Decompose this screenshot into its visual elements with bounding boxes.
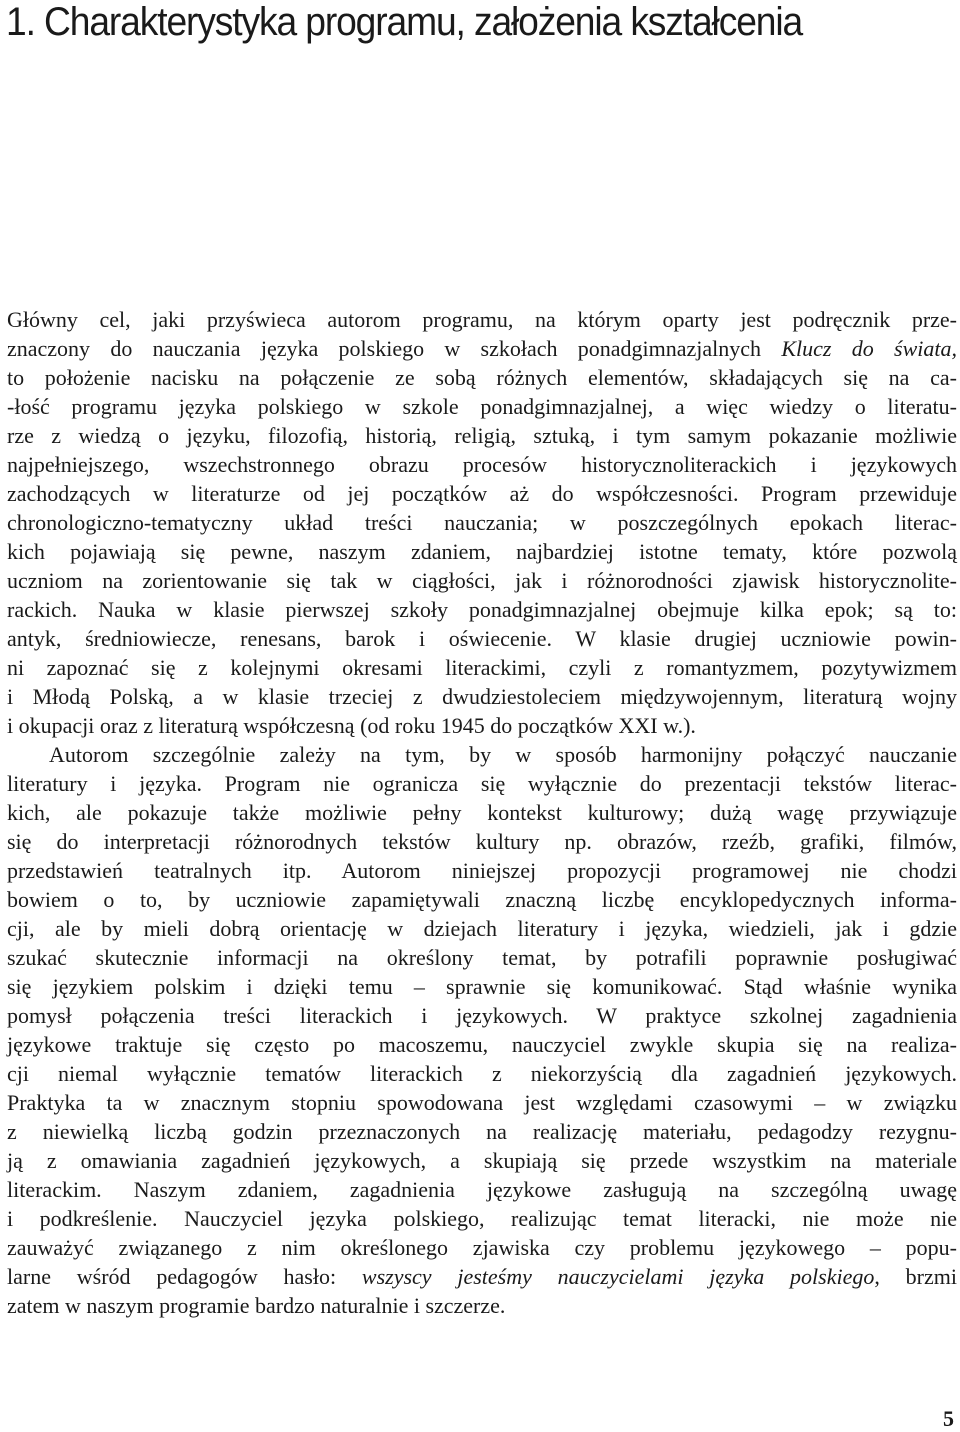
text-line	[7, 305, 957, 334]
text-line	[7, 885, 957, 914]
text-segment: zatem w naszym programie bardzo naturalnie i szczerze.	[7, 1293, 506, 1318]
text-line	[7, 827, 957, 856]
text-line	[7, 1262, 957, 1291]
text-segment: ni zapoznać się z kolejnymi okresami literackimi, czyli z romantyzmem, pozytywizmem	[7, 655, 957, 680]
text-line	[7, 392, 957, 421]
italic-text: Klucz do świata,	[781, 336, 957, 361]
text-segment: kich pojawiają się pewne, naszym zdaniem, najbardziej istotne tematy, które pozwolą	[7, 539, 957, 564]
text-segment: pomysł połączenia treści literackich i językowych. W praktyce szkolnej zagadnienia	[7, 1003, 957, 1028]
text-line	[7, 1117, 957, 1146]
text-segment: Główny cel, jaki przyświeca autorom programu, na którym oparty jest podręcznik prze-	[7, 307, 957, 332]
text-line	[7, 1059, 957, 1088]
text-line	[7, 508, 957, 537]
text-line	[7, 363, 957, 392]
text-line	[7, 1001, 957, 1030]
text-segment: chronologiczno-tematyczny układ treści nauczania; w poszczególnych epokach literac-	[7, 510, 957, 535]
text-line	[7, 769, 957, 798]
text-line	[7, 1088, 957, 1117]
text-segment: rze z wiedzą o języku, filozofią, historią, religią, sztuką, i tym samym pokazanie możliwie	[7, 423, 957, 448]
text-line	[7, 421, 957, 450]
text-line	[7, 566, 957, 595]
text-segment: literackim. Naszym zdaniem, zagadnienia językowe zasługują na szczególną uwagę	[7, 1177, 957, 1202]
text-line	[7, 1233, 957, 1262]
text-segment: się językiem polskim i dzięki temu – sprawnie się komunikować. Stąd właśnie wynika	[7, 974, 957, 999]
text-segment: kich, ale pokazuje także możliwie pełny kontekst kulturowy; dużą wagę przywiązuje	[7, 800, 957, 825]
text-line	[7, 537, 957, 566]
text-segment: literatury i języka. Program nie ogranicza się wyłącznie do prezentacji tekstów literac-	[7, 771, 957, 796]
text-segment: ją z omawiania zagadnień językowych, a skupiają się przede wszystkim na materiale	[7, 1148, 957, 1173]
text-line	[7, 624, 957, 653]
text-segment: szukać skutecznie informacji na określony temat, by potrafili poprawnie posługiwać	[7, 945, 957, 970]
italic-text: wszyscy jesteśmy nauczycielami języka polskiego	[361, 1264, 875, 1289]
text-line	[7, 682, 957, 711]
text-segment: i podkreślenie. Nauczyciel języka polskiego, realizując temat literacki, nie może nie	[7, 1206, 957, 1231]
body-text	[7, 305, 957, 1320]
text-segment: i okupacji oraz z literaturą współczesną (od roku 1945 do początków XXI w.).	[7, 713, 696, 738]
text-line	[7, 334, 957, 363]
text-segment: zauważyć związanego z nim określonego zjawiska czy problemu językowego – popu-	[7, 1235, 957, 1260]
chapter-heading: 1. Charakterystyka programu, założenia kształcenia	[6, 0, 803, 44]
text-line	[7, 856, 957, 885]
text-line	[7, 1175, 957, 1204]
text-line	[7, 1146, 957, 1175]
text-segment: zachodzących w literaturze od jej początków aż do współczesności. Program przewiduje	[7, 481, 957, 506]
text-line	[7, 450, 957, 479]
text-segment: uczniom na zorientowanie się tak w ciągłości, jak i różnorodności zjawisk historycznolite-	[7, 568, 957, 593]
text-line	[7, 972, 957, 1001]
text-segment: językowe traktuje się często po macoszemu, nauczyciel zwykle skupia się na realiza-	[7, 1032, 957, 1057]
text-line	[7, 653, 957, 682]
text-segment: przedstawień teatralnych itp. Autorom niniejszej propozycji programowej nie chodzi	[7, 858, 957, 883]
text-segment: bowiem o to, by uczniowie zapamiętywali znaczną liczbę encyklopedycznych informa-	[7, 887, 957, 912]
text-segment: z niewielką liczbą godzin przeznaczonych na realizację materiału, pedagodzy rezygnu-	[7, 1119, 957, 1144]
text-line	[7, 595, 957, 624]
text-line	[7, 943, 957, 972]
text-line	[7, 1291, 957, 1320]
text-line	[7, 1030, 957, 1059]
text-segment: znaczony do nauczania języka polskiego w szkołach ponadgimnazjalnych	[7, 336, 782, 361]
text-segment: , brzmi	[874, 1264, 957, 1289]
text-segment: się do interpretacji różnorodnych tekstów kultury np. obrazów, rzeźb, grafiki, filmów,	[7, 829, 957, 854]
text-line	[7, 711, 957, 740]
text-segment: Autorom szczególnie zależy na tym, by w sposób harmonijny połączyć nauczanie	[49, 742, 957, 767]
text-segment: -łość programu języka polskiego w szkole ponadgimnazjalnej, a więc wiedzy o literatu-	[7, 394, 957, 419]
text-segment: to położenie nacisku na połączenie ze sobą różnych elementów, składających się na ca-	[7, 365, 957, 390]
text-segment: rackich. Nauka w klasie pierwszej szkoły ponadgimnazjalnej obejmuje kilka epok; są to:	[7, 597, 957, 622]
text-segment: najpełniejszego, wszechstronnego obrazu procesów historycznoliterackich i językowych	[7, 452, 957, 477]
page-number: 5	[943, 1406, 954, 1431]
text-line	[7, 740, 957, 769]
text-segment: cji niemal wyłącznie tematów literackich z niekorzyścią dla zagadnień językowych.	[7, 1061, 957, 1086]
text-line	[7, 479, 957, 508]
text-segment: cji, ale by mieli dobrą orientację w dziejach literatury i języka, wiedzieli, jak i gdzie	[7, 916, 957, 941]
text-line	[7, 798, 957, 827]
text-line	[7, 1204, 957, 1233]
text-segment: i Młodą Polską, a w klasie trzeciej z dwudziestoleciem międzywojennym, literaturą wojny	[7, 684, 957, 709]
text-line	[7, 914, 957, 943]
text-segment: antyk, średniowiecze, renesans, barok i oświecenie. W klasie drugiej uczniowie powin-	[7, 626, 957, 651]
text-segment: Praktyka ta w znacznym stopniu spowodowana jest względami czasowymi – w związku	[7, 1090, 957, 1115]
text-segment: larne wśród pedagogów hasło:	[7, 1264, 362, 1289]
